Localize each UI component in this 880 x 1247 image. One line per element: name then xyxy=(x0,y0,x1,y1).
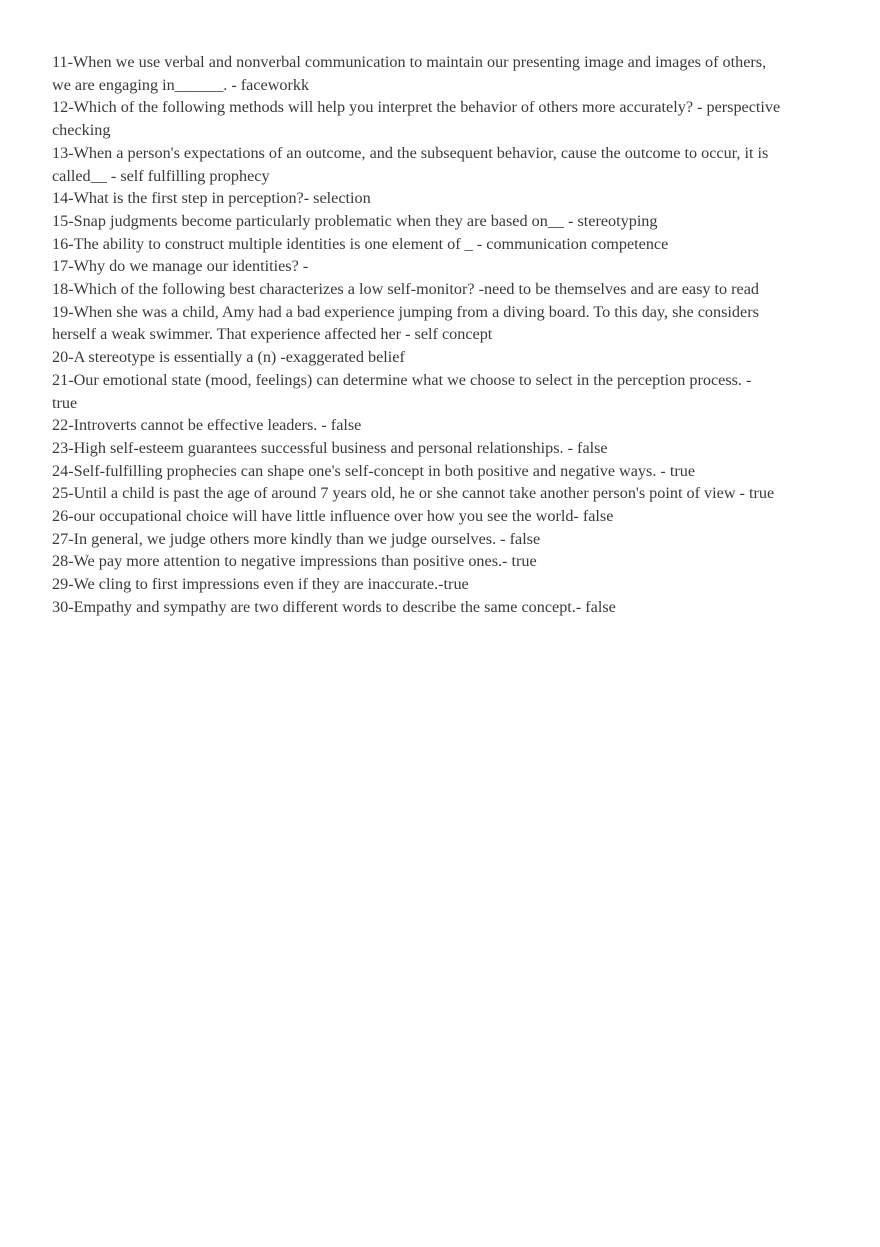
text-line-q25: 25-Until a child is past the age of around 7 years old, he or she cannot take another person's point of view - true xyxy=(52,484,775,503)
text-line-q26: 26-our occupational choice will have little influence over how you see the world- false xyxy=(52,507,614,526)
text-line-q16: 16-The ability to construct multiple identities is one element of _ - communication competence xyxy=(52,234,669,253)
text-line-q21a: 21-Our emotional state (mood, feelings) can determine what we choose to select in the perception process. - xyxy=(52,370,752,389)
text-line-q13b: called__ - self fulfilling prophecy xyxy=(52,166,270,185)
text-line-q11b: we are engaging in______. - faceworkk xyxy=(52,75,310,94)
text-line-q11a: 11-When we use verbal and nonverbal communication to maintain our presenting image and images of others, xyxy=(52,53,767,71)
text-line-q22: 22-Introverts cannot be effective leaders. - false xyxy=(52,416,362,435)
text-line-q30: 30-Empathy and sympathy are two different words to describe the same concept.- false xyxy=(52,597,616,616)
text-line-q20: 20-A stereotype is essentially a (n) -exaggerated belief xyxy=(52,348,405,367)
text-line-q12b: checking xyxy=(52,121,111,140)
document-text xyxy=(52,51,842,619)
text-line-q23: 23-High self-esteem guarantees successful business and personal relationships. - false xyxy=(52,438,608,457)
text-line-q29: 29-We cling to first impressions even if they are inaccurate.-true xyxy=(52,575,469,594)
text-line-q18: 18-Which of the following best characterizes a low self-monitor? -need to be themselves and are easy to read xyxy=(52,280,760,299)
text-line-q12a: 12-Which of the following methods will help you interpret the behavior of others more accurately? - perspective xyxy=(52,98,781,117)
text-line-q17: 17-Why do we manage our identities? - xyxy=(52,257,309,276)
text-line-q28: 28-We pay more attention to negative impressions than positive ones.- true xyxy=(52,552,537,571)
text-line-q27: 27-In general, we judge others more kindly than we judge ourselves. - false xyxy=(52,529,541,548)
text-line-q24: 24-Self-fulfilling prophecies can shape one's self-concept in both positive and negative ways. - true xyxy=(52,461,696,480)
text-line-q19a: 19-When she was a child, Amy had a bad experience jumping from a diving board. To this day, she considers xyxy=(52,302,759,321)
text-line-q15: 15-Snap judgments become particularly problematic when they are based on__ - stereotyping xyxy=(52,211,658,230)
text-line-q21b: true xyxy=(52,393,78,412)
text-line-q13a: 13-When a person's expectations of an outcome, and the subsequent behavior, cause the outcome to occur, it is xyxy=(52,143,769,162)
text-line-q14: 14-What is the first step in perception?- selection xyxy=(52,189,371,208)
text-line-q19b: herself a weak swimmer. That experience affected her - self concept xyxy=(52,325,493,344)
